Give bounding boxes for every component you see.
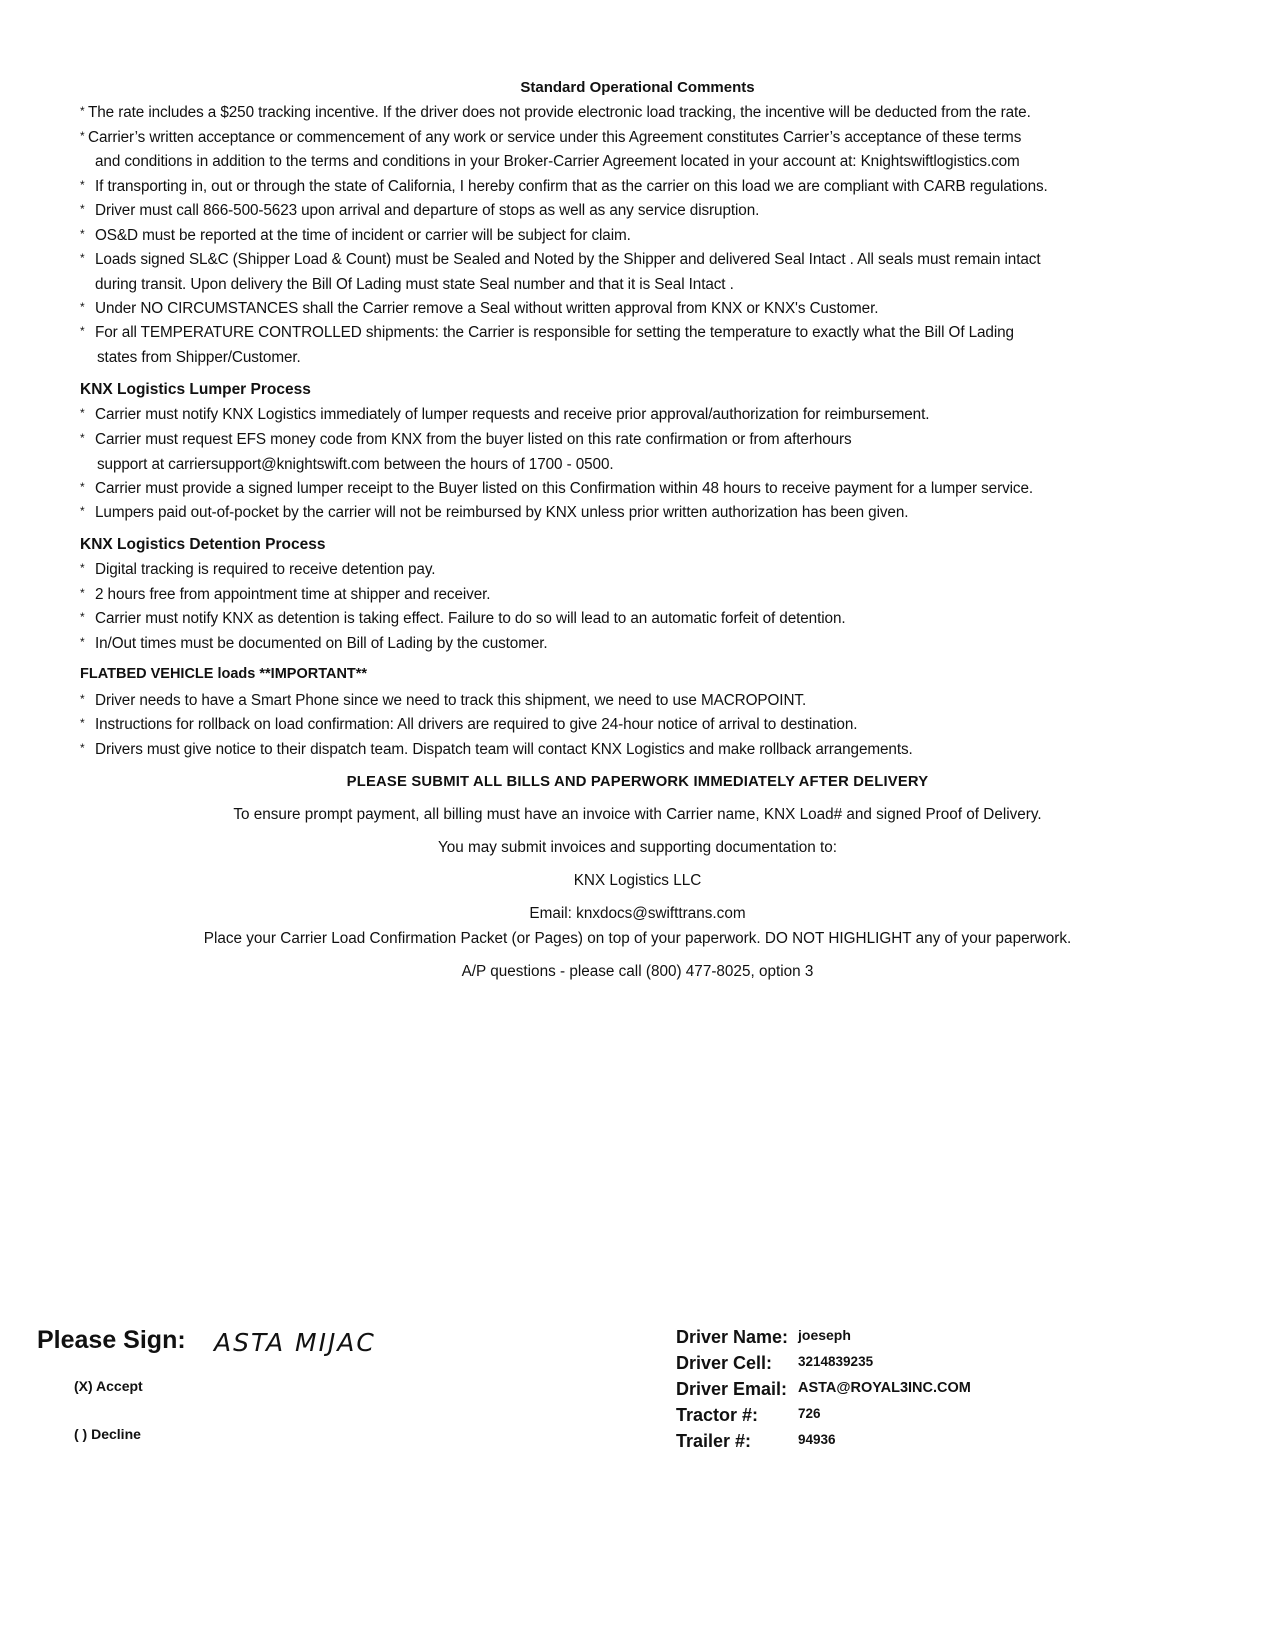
driver-email-value: ASTA@ROYAL3INC.COM	[798, 1380, 971, 1396]
flatbed-line-3: Drivers must give notice to their dispatch team. Dispatch team will contact KNX Logistics and make rollback arrangements.	[95, 741, 913, 758]
detention-line-3: Carrier must notify KNX as detention is taking effect. Failure to do so will lead to an automatic forfeit of detention.	[95, 610, 846, 627]
driver-cell-value: 3214839235	[798, 1354, 874, 1369]
decline-option[interactable]: ( ) Decline	[74, 1426, 141, 1442]
lumper-line-1: Carrier must notify KNX Logistics immediately of lumper requests and receive prior approval/authorization for reimbursement.	[95, 406, 930, 423]
bullet-asterisk: *	[80, 716, 85, 730]
standard-line-1: The rate includes a $250 tracking incentive. If the driver does not provide electronic load tracking, the incentive will be deducted from the rate.	[88, 104, 1031, 121]
driver-name-value: joeseph	[798, 1327, 851, 1343]
bullet-asterisk: *	[80, 129, 85, 143]
bullet-asterisk: *	[80, 431, 85, 445]
tractor-label: Tractor #:	[676, 1405, 759, 1425]
standard-comments-title: Standard Operational Comments	[520, 79, 755, 96]
bullet-asterisk: *	[80, 692, 85, 706]
standard-line-3: and conditions in addition to the terms and conditions in your Broker-Carrier Agreement located in your account at: Knightswiftlogistics.com	[95, 153, 1020, 170]
driver-cell-label: Driver Cell:	[676, 1353, 773, 1373]
trailer-label: Trailer #:	[676, 1431, 752, 1451]
billing-prompt-payment: To ensure prompt payment, all billing must have an invoice with Carrier name, KNX Load# and signed Proof of Delivery.	[233, 806, 1042, 823]
bullet-asterisk: *	[80, 227, 85, 241]
bullet-asterisk: *	[80, 251, 85, 265]
detention-process-title: KNX Logistics Detention Process	[80, 536, 326, 553]
detention-line-1: Digital tracking is required to receive detention pay.	[95, 561, 436, 578]
bullet-asterisk: *	[80, 741, 85, 755]
bullet-asterisk: *	[80, 504, 85, 518]
lumper-line-3: support at carriersupport@knightswift.com between the hours of 1700 - 0500.	[97, 456, 614, 473]
detention-line-2: 2 hours free from appointment time at shipper and receiver.	[95, 586, 491, 603]
standard-line-8: during transit. Upon delivery the Bill Of Lading must state Seal number and that it is Seal Intact .	[95, 276, 734, 293]
bullet-asterisk: *	[80, 202, 85, 216]
bullet-asterisk: *	[80, 178, 85, 192]
billing-packet-note: Place your Carrier Load Confirmation Packet (or Pages) on top of your paperwork. DO NOT HIGHLIGHT any of your paperwork.	[203, 930, 1072, 947]
trailer-value: 94936	[798, 1432, 836, 1447]
standard-line-9: Under NO CIRCUMSTANCES shall the Carrier remove a Seal without written approval from KNX or KNX's Customer.	[95, 300, 879, 317]
driver-name-label: Driver Name:	[676, 1327, 789, 1347]
detention-line-4: In/Out times must be documented on Bill of Lading by the customer.	[95, 635, 548, 652]
standard-line-11: states from Shipper/Customer.	[97, 349, 301, 366]
standard-line-6: OS&D must be reported at the time of incident or carrier will be subject for claim.	[95, 227, 631, 244]
flatbed-title: FLATBED VEHICLE loads **IMPORTANT**	[80, 666, 368, 682]
billing-heading: PLEASE SUBMIT ALL BILLS AND PAPERWORK IMMEDIATELY AFTER DELIVERY	[346, 774, 929, 790]
billing-company: KNX Logistics LLC	[573, 872, 702, 889]
standard-line-10: For all TEMPERATURE CONTROLLED shipments: the Carrier is responsible for setting the temperature to exactly what the Bill Of Lading	[95, 324, 1014, 341]
please-sign-label: Please Sign:	[37, 1326, 186, 1354]
bullet-asterisk: *	[80, 480, 85, 494]
standard-line-4: If transporting in, out or through the state of California, I hereby confirm that as the carrier on this load we are compliant with CARB regulations.	[95, 178, 1048, 195]
tractor-value: 726	[798, 1406, 821, 1421]
bullet-asterisk: *	[80, 561, 85, 575]
bullet-asterisk: *	[80, 586, 85, 600]
bullet-asterisk: *	[80, 635, 85, 649]
billing-email: Email: knxdocs@swifttrans.com	[529, 905, 746, 922]
signature-value[interactable]: ASTA MIJAC	[214, 1328, 376, 1357]
bullet-asterisk: *	[80, 300, 85, 314]
lumper-line-5: Lumpers paid out-of-pocket by the carrier will not be reimbursed by KNX unless prior written authorization has been given.	[95, 504, 909, 521]
bullet-asterisk: *	[80, 324, 85, 338]
bullet-asterisk: *	[80, 610, 85, 624]
lumper-line-2: Carrier must request EFS money code from KNX from the buyer listed on this rate confirmation or from afterhours	[95, 431, 852, 448]
billing-submit-to: You may submit invoices and supporting documentation to:	[437, 839, 838, 856]
lumper-line-4: Carrier must provide a signed lumper receipt to the Buyer listed on this Confirmation within 48 hours to receive payment for a lumper service.	[95, 480, 1034, 497]
standard-line-7: Loads signed SL&C (Shipper Load & Count) must be Sealed and Noted by the Shipper and delivered Seal Intact . All seals must remain intact	[95, 251, 1041, 268]
lumper-process-title: KNX Logistics Lumper Process	[80, 381, 311, 398]
billing-ap-questions: A/P questions - please call (800) 477-8025, option 3	[461, 963, 814, 980]
flatbed-line-2: Instructions for rollback on load confirmation: All drivers are required to give 24-hour notice of arrival to destination.	[95, 716, 858, 733]
flatbed-line-1: Driver needs to have a Smart Phone since we need to track this shipment, we need to use MACROPOINT.	[95, 692, 807, 709]
standard-line-2: Carrier’s written acceptance or commencement of any work or service under this Agreement constitutes Carrier’s acceptance of these terms	[88, 129, 1022, 146]
accept-option[interactable]: (X) Accept	[74, 1378, 143, 1394]
driver-email-label: Driver Email:	[676, 1379, 788, 1399]
bullet-asterisk: *	[80, 406, 85, 420]
bullet-asterisk: *	[80, 104, 85, 118]
standard-line-5: Driver must call 866-500-5623 upon arrival and departure of stops as well as any service disruption.	[95, 202, 760, 219]
